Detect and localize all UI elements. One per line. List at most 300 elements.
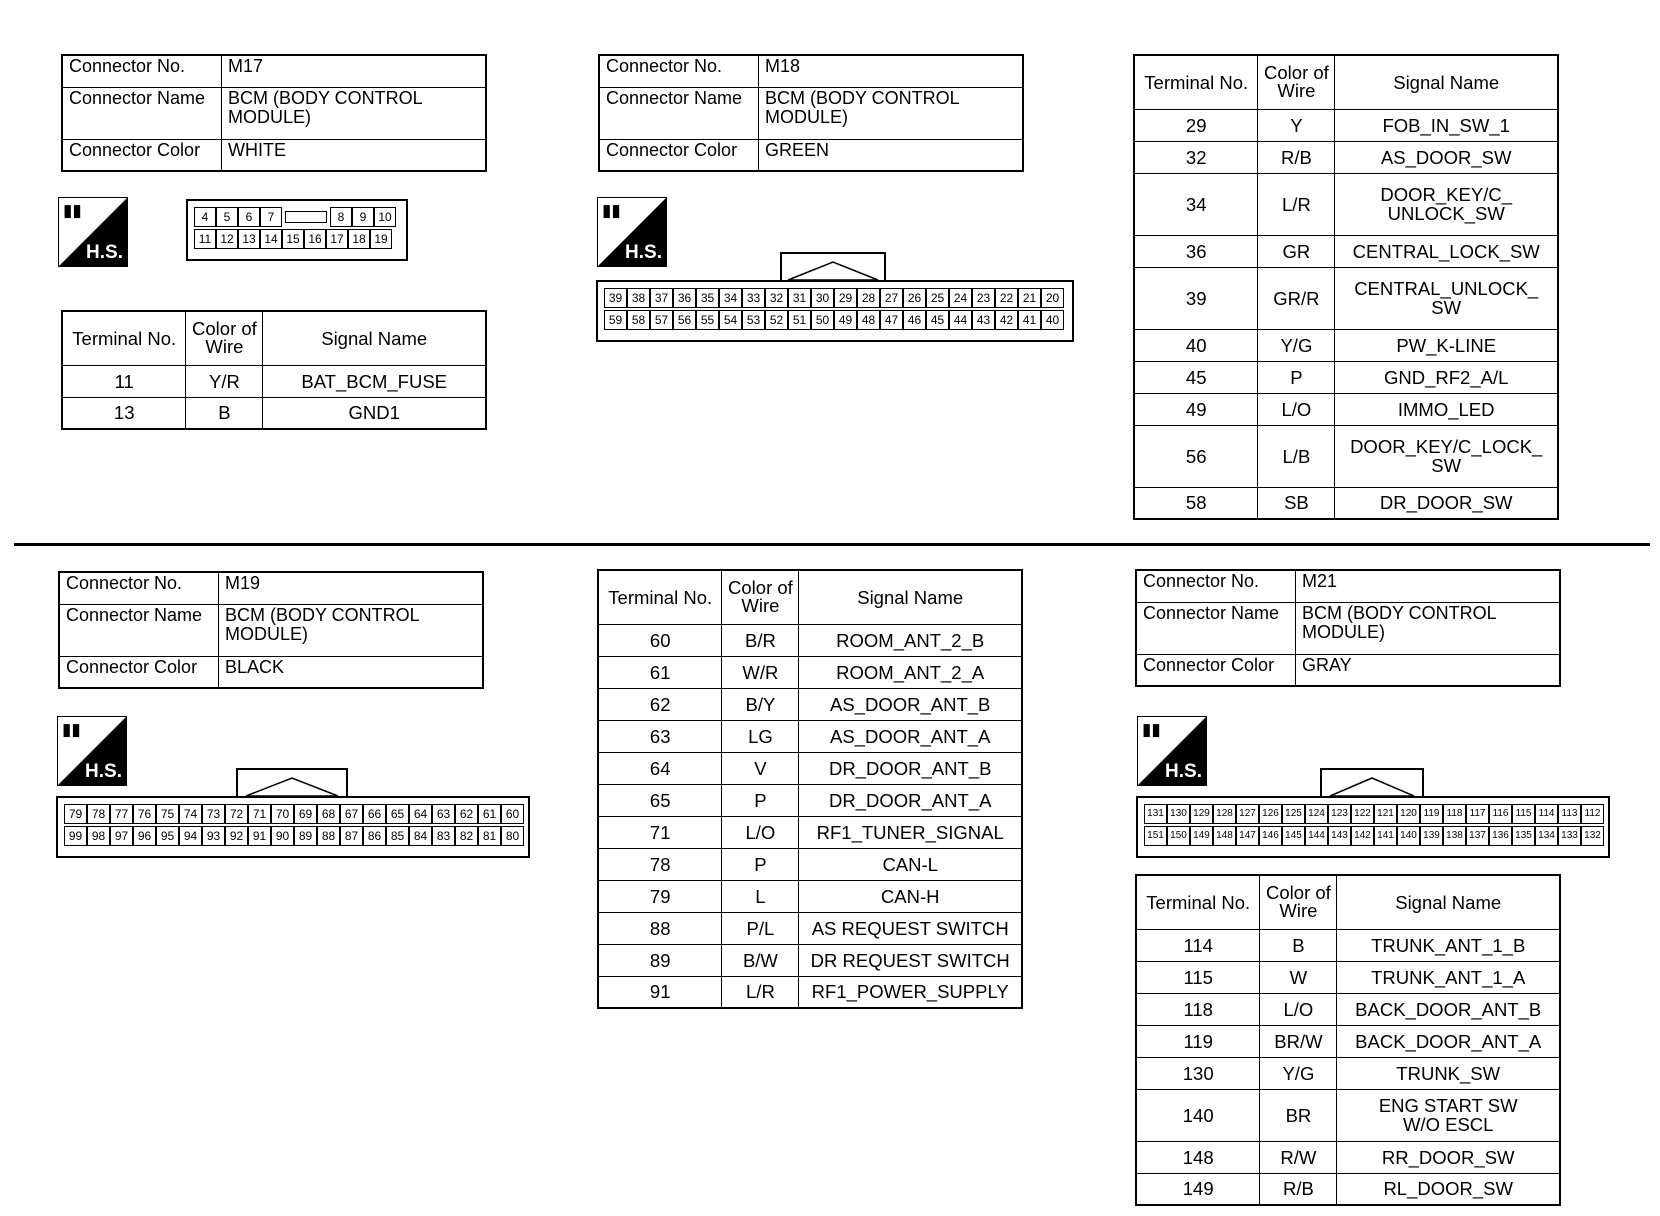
pin-cell: 51 [788,310,811,330]
table-row [598,752,1022,784]
pin-cell: 4 [194,207,216,227]
terminal-no-cell: 40 [1134,329,1258,361]
label-connector-name: Connector Name [62,87,222,139]
pin-cell: 114 [1535,804,1558,824]
table-row [62,397,486,429]
pin-cell: 132 [1581,826,1604,846]
pin-cell: 92 [225,826,248,846]
wire-color-cell: B [1260,929,1337,961]
wire-color-cell: BR [1260,1089,1337,1141]
signal-name-cell: BACK_DOOR_ANT_A [1337,1025,1560,1057]
signal-name-cell: FOB_IN_SW_1 [1335,109,1558,141]
signal-name-cell: GND1 [263,397,486,429]
table-row [1134,329,1558,361]
header-terminal-no: Terminal No. [1136,875,1260,929]
pin-cell: 53 [742,310,765,330]
pin-cell: 93 [202,826,225,846]
pin-cell: 112 [1581,804,1604,824]
wire-color-cell: L/O [1258,393,1335,425]
latch-shape [782,254,884,282]
connector-color-value: BLACK [219,656,484,688]
label-connector-color: Connector Color [59,656,219,688]
signal-name-cell: RF1_TUNER_SIGNAL [799,816,1022,848]
signal-name-cell: RL_DOOR_SW [1337,1173,1560,1205]
header-terminal-no: Terminal No. [598,570,722,624]
pin-cell: 36 [673,288,696,308]
pin-cell: 64 [409,804,432,824]
label-connector-no: Connector No. [1136,570,1296,602]
terminal-no-cell: 34 [1134,173,1258,235]
signal-name-cell: TRUNK_ANT_1_B [1337,929,1560,961]
signal-name-cell: DOOR_KEY/C_ UNLOCK_SW [1335,173,1558,235]
connector-color-value: WHITE [222,139,487,171]
pin-cell: 44 [949,310,972,330]
signal-name-cell: AS_DOOR_SW [1335,141,1558,173]
pin-cell: 37 [650,288,673,308]
signal-name-cell: DR_DOOR_ANT_A [799,784,1022,816]
terminal-no-cell: 39 [1134,267,1258,329]
pin-cell: 68 [317,804,340,824]
connector-key-slot [282,207,330,227]
table-row [598,976,1022,1008]
pin-cell: 79 [64,804,87,824]
pin-layout-m17 [186,199,408,261]
table-row [1136,1089,1560,1141]
terminal-no-cell: 114 [1136,929,1260,961]
terminal-no-cell: 91 [598,976,722,1008]
label-connector-name: Connector Name [59,604,219,656]
signal-name-cell: CAN-H [799,880,1022,912]
signal-name-cell: TRUNK_ANT_1_A [1337,961,1560,993]
wire-color-cell: V [722,752,799,784]
connector-color-value: GRAY [1296,654,1561,686]
harness-side-icon [1137,716,1207,786]
pin-cell: 82 [455,826,478,846]
pin-cell: 78 [87,804,110,824]
pin-cell: 31 [788,288,811,308]
pin-cell: 26 [903,288,926,308]
signal-name-cell: CENTRAL_LOCK_SW [1335,235,1558,267]
signal-name-cell: DR REQUEST SWITCH [799,944,1022,976]
pin-cell: 61 [478,804,501,824]
pin-cell: 137 [1466,826,1489,846]
wire-color-cell: L/O [1260,993,1337,1025]
pin-cell: 126 [1259,804,1282,824]
terminal-no-cell: 11 [62,365,186,397]
wire-color-cell: R/B [1258,141,1335,173]
signal-name-cell: DR_DOOR_SW [1335,487,1558,519]
wire-color-cell: GR [1258,235,1335,267]
pin-cell: 122 [1351,804,1374,824]
table-row [1134,141,1558,173]
pin-cell: 38 [627,288,650,308]
signal-name-cell: RF1_POWER_SUPPLY [799,976,1022,1008]
pin-cell: 91 [248,826,271,846]
pin-cell: 76 [133,804,156,824]
pin-cell: 50 [811,310,834,330]
pin-cell: 46 [903,310,926,330]
harness-side-icon [597,197,667,267]
connector-glyph-icon: ▮▮ [63,201,82,220]
table-row [598,816,1022,848]
wire-color-cell: P [1258,361,1335,393]
table-row [1134,361,1558,393]
terminal-table-m18 [1133,54,1559,520]
signal-name-cell: PW_K-LINE [1335,329,1558,361]
pin-cell: 10 [374,207,396,227]
pin-cell: 131 [1144,804,1167,824]
pin-cell: 8 [330,207,352,227]
table-row [1136,1141,1560,1173]
label-connector-name: Connector Name [599,87,759,139]
pin-cell: 5 [216,207,238,227]
table-row [1136,929,1560,961]
pin-cell: 49 [834,310,857,330]
header-color-of-wire: Color of Wire [186,311,263,365]
pin-cell: 97 [110,826,133,846]
connector-no-value: M18 [759,55,1024,87]
pin-cell: 118 [1443,804,1466,824]
wire-color-cell: L/R [1258,173,1335,235]
hs-label: H.S. [86,242,123,263]
wire-color-cell: Y/R [186,365,263,397]
pin-cell: 136 [1489,826,1512,846]
pin-cell: 28 [857,288,880,308]
pin-cell: 138 [1443,826,1466,846]
pin-cell: 42 [995,310,1018,330]
terminal-no-cell: 62 [598,688,722,720]
table-row [1134,487,1558,519]
pin-cell: 141 [1374,826,1397,846]
pin-cell: 143 [1328,826,1351,846]
terminal-no-cell: 61 [598,656,722,688]
pin-cell: 127 [1236,804,1259,824]
wire-color-cell: P [722,848,799,880]
terminal-no-cell: 32 [1134,141,1258,173]
signal-name-cell: TRUNK_SW [1337,1057,1560,1089]
terminal-table-m17 [61,310,487,430]
header-terminal-no: Terminal No. [1134,55,1258,109]
pin-cell: 149 [1190,826,1213,846]
pin-cell: 62 [455,804,478,824]
pin-cell: 139 [1420,826,1443,846]
pin-cell: 24 [949,288,972,308]
signal-name-cell: CENTRAL_UNLOCK_ SW [1335,267,1558,329]
pin-cell: 32 [765,288,788,308]
pin-cell: 81 [478,826,501,846]
pin-cell: 66 [363,804,386,824]
pin-cell: 54 [719,310,742,330]
connector-glyph-icon: ▮▮ [1142,720,1161,739]
pin-cell: 135 [1512,826,1535,846]
table-row [598,624,1022,656]
header-signal-name: Signal Name [1335,55,1558,109]
pin-cell: 12 [216,229,238,249]
connector-name-value: BCM (BODY CONTROL MODULE) [1296,602,1561,654]
pin-cell: 142 [1351,826,1374,846]
label-connector-no: Connector No. [599,55,759,87]
wire-color-cell: B/Y [722,688,799,720]
connector-name-value: BCM (BODY CONTROL MODULE) [222,87,487,139]
signal-name-cell: DR_DOOR_ANT_B [799,752,1022,784]
pin-cell: 90 [271,826,294,846]
signal-name-cell: AS_DOOR_ANT_B [799,688,1022,720]
pin-cell: 148 [1213,826,1236,846]
latch-shape [238,770,346,798]
table-row [598,880,1022,912]
connector-no-value: M17 [222,55,487,87]
pin-cell: 120 [1397,804,1420,824]
terminal-no-cell: 78 [598,848,722,880]
terminal-no-cell: 64 [598,752,722,784]
pin-cell: 33 [742,288,765,308]
wire-color-cell: W [1260,961,1337,993]
signal-name-cell: IMMO_LED [1335,393,1558,425]
pin-layout-m18 [596,280,1074,342]
pin-cell: 140 [1397,826,1420,846]
table-row [62,365,486,397]
connector-info-m21 [1135,569,1561,687]
terminal-no-cell: 63 [598,720,722,752]
pin-cell: 86 [363,826,386,846]
pin-cell: 69 [294,804,317,824]
table-row [1136,1025,1560,1057]
wire-color-cell: B/W [722,944,799,976]
terminal-no-cell: 36 [1134,235,1258,267]
pin-cell: 89 [294,826,317,846]
pin-cell: 7 [260,207,282,227]
pin-cell: 134 [1535,826,1558,846]
table-row [598,720,1022,752]
pin-cell: 47 [880,310,903,330]
pin-cell: 19 [370,229,392,249]
table-row [1134,425,1558,487]
pin-cell: 94 [179,826,202,846]
pin-cell: 63 [432,804,455,824]
table-row [1134,267,1558,329]
terminal-no-cell: 148 [1136,1141,1260,1173]
pin-cell: 85 [386,826,409,846]
terminal-no-cell: 79 [598,880,722,912]
pin-cell: 25 [926,288,949,308]
terminal-no-cell: 71 [598,816,722,848]
pin-cell: 20 [1041,288,1064,308]
wire-color-cell: Y/G [1258,329,1335,361]
table-row [1136,1173,1560,1205]
section-divider [14,543,1650,546]
pin-layout-m21 [1136,796,1610,858]
table-row [1134,393,1558,425]
table-row [1134,173,1558,235]
pin-cell: 83 [432,826,455,846]
pin-cell: 67 [340,804,363,824]
table-row [598,784,1022,816]
signal-name-cell: ROOM_ANT_2_B [799,624,1022,656]
pin-cell: 27 [880,288,903,308]
connector-name-value: BCM (BODY CONTROL MODULE) [219,604,484,656]
terminal-no-cell: 29 [1134,109,1258,141]
label-connector-color: Connector Color [1136,654,1296,686]
connector-no-value: M21 [1296,570,1561,602]
pin-cell: 14 [260,229,282,249]
table-row [598,848,1022,880]
pin-cell: 77 [110,804,133,824]
table-row [598,688,1022,720]
pin-cell: 6 [238,207,260,227]
header-signal-name: Signal Name [799,570,1022,624]
pin-cell: 117 [1466,804,1489,824]
pin-cell: 57 [650,310,673,330]
pin-cell: 145 [1282,826,1305,846]
terminal-no-cell: 130 [1136,1057,1260,1089]
wire-color-cell: GR/R [1258,267,1335,329]
connector-no-value: M19 [219,572,484,604]
table-row [598,944,1022,976]
pin-cell: 119 [1420,804,1443,824]
pin-cell: 18 [348,229,370,249]
wire-color-cell: B [186,397,263,429]
pin-cell: 23 [972,288,995,308]
table-row [1134,235,1558,267]
header-color-of-wire: Color of Wire [722,570,799,624]
pin-cell: 52 [765,310,788,330]
connector-info-m19 [58,571,484,689]
pin-cell: 15 [282,229,304,249]
label-connector-color: Connector Color [62,139,222,171]
pin-cell: 121 [1374,804,1397,824]
pin-cell: 128 [1213,804,1236,824]
pin-cell: 55 [696,310,719,330]
pin-cell: 125 [1282,804,1305,824]
connector-latch [1320,768,1424,798]
table-row [1136,1057,1560,1089]
pin-cell: 129 [1190,804,1213,824]
pin-cell: 113 [1558,804,1581,824]
pin-layout-m19 [56,796,530,858]
wire-color-cell: P/L [722,912,799,944]
pin-cell: 43 [972,310,995,330]
table-row [1136,993,1560,1025]
connector-latch [236,768,348,798]
terminal-no-cell: 89 [598,944,722,976]
pin-cell: 60 [501,804,524,824]
pin-cell: 58 [627,310,650,330]
terminal-no-cell: 149 [1136,1173,1260,1205]
pin-cell: 9 [352,207,374,227]
wire-color-cell: W/R [722,656,799,688]
wire-color-cell: L/R [722,976,799,1008]
pin-cell: 35 [696,288,719,308]
pin-cell: 56 [673,310,696,330]
terminal-no-cell: 140 [1136,1089,1260,1141]
pin-cell: 75 [156,804,179,824]
pin-cell: 146 [1259,826,1282,846]
signal-name-cell: BACK_DOOR_ANT_B [1337,993,1560,1025]
pin-cell: 84 [409,826,432,846]
hs-label: H.S. [1165,761,1202,782]
header-color-of-wire: Color of Wire [1260,875,1337,929]
label-connector-color: Connector Color [599,139,759,171]
pin-cell: 34 [719,288,742,308]
pin-cell: 65 [386,804,409,824]
terminal-no-cell: 60 [598,624,722,656]
latch-shape [1322,770,1422,798]
hs-label: H.S. [625,242,662,263]
connector-info-m17 [61,54,487,172]
connector-name-value: BCM (BODY CONTROL MODULE) [759,87,1024,139]
wire-color-cell: B/R [722,624,799,656]
signal-name-cell: ROOM_ANT_2_A [799,656,1022,688]
pin-cell: 22 [995,288,1018,308]
pin-cell: 71 [248,804,271,824]
terminal-no-cell: 118 [1136,993,1260,1025]
pin-cell: 80 [501,826,524,846]
pin-cell: 147 [1236,826,1259,846]
connector-info-m18 [598,54,1024,172]
header-signal-name: Signal Name [1337,875,1560,929]
terminal-no-cell: 45 [1134,361,1258,393]
terminal-no-cell: 13 [62,397,186,429]
signal-name-cell: GND_RF2_A/L [1335,361,1558,393]
terminal-no-cell: 58 [1134,487,1258,519]
pin-cell: 88 [317,826,340,846]
signal-name-cell: AS REQUEST SWITCH [799,912,1022,944]
pin-cell: 17 [326,229,348,249]
wire-color-cell: R/B [1260,1173,1337,1205]
wire-color-cell: SB [1258,487,1335,519]
hs-label: H.S. [85,761,122,782]
pin-cell: 116 [1489,804,1512,824]
pin-cell: 123 [1328,804,1351,824]
table-row [598,912,1022,944]
signal-name-cell: BAT_BCM_FUSE [263,365,486,397]
label-connector-no: Connector No. [59,572,219,604]
pin-cell: 144 [1305,826,1328,846]
connector-latch [780,252,886,282]
wire-color-cell: R/W [1260,1141,1337,1173]
terminal-table-m19 [597,569,1023,1009]
connector-glyph-icon: ▮▮ [62,720,81,739]
wire-color-cell: BR/W [1260,1025,1337,1057]
pin-cell: 39 [604,288,627,308]
pin-cell: 45 [926,310,949,330]
table-row [1134,109,1558,141]
wire-color-cell: L/B [1258,425,1335,487]
wire-color-cell: Y [1258,109,1335,141]
pin-cell: 74 [179,804,202,824]
pin-cell: 98 [87,826,110,846]
pin-cell: 133 [1558,826,1581,846]
table-row [1136,961,1560,993]
header-signal-name: Signal Name [263,311,486,365]
pin-cell: 48 [857,310,880,330]
pin-cell: 130 [1167,804,1190,824]
table-row [598,656,1022,688]
pin-cell: 87 [340,826,363,846]
terminal-no-cell: 88 [598,912,722,944]
pin-cell: 124 [1305,804,1328,824]
terminal-no-cell: 119 [1136,1025,1260,1057]
signal-name-cell: ENG START SW W/O ESCL [1337,1089,1560,1141]
terminal-no-cell: 56 [1134,425,1258,487]
pin-cell: 151 [1144,826,1167,846]
wire-color-cell: L/O [722,816,799,848]
connector-color-value: GREEN [759,139,1024,171]
signal-name-cell: CAN-L [799,848,1022,880]
pin-cell: 115 [1512,804,1535,824]
terminal-table-m21 [1135,874,1561,1206]
pin-cell: 72 [225,804,248,824]
